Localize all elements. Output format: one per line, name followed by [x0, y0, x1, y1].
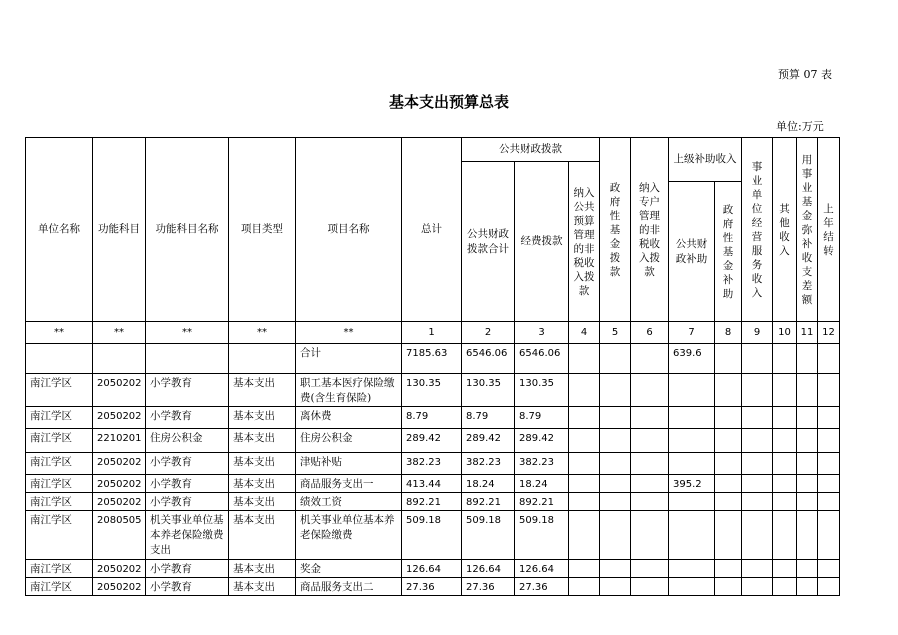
- superior-public-cell: 395.2: [669, 475, 715, 493]
- empty-cell: [818, 374, 840, 407]
- func-name-cell: 机关事业单位基本养老保险缴费支出: [146, 511, 229, 560]
- empty-cell: [742, 429, 773, 453]
- empty-cell: [742, 374, 773, 407]
- public-fin-cell: 130.35: [462, 374, 515, 407]
- empty-cell: [742, 407, 773, 429]
- proj-name-cell: 机关事业单位基本养老保险缴费: [296, 511, 402, 560]
- form-number: 预算 07 表: [778, 68, 832, 81]
- empty-cell: [742, 453, 773, 475]
- empty-cell: [600, 407, 631, 429]
- proj-name-cell: 绩效工资: [296, 493, 402, 511]
- unit-cell: 南江学区: [26, 511, 93, 560]
- header-gov-fund: 政府性基金拨款: [600, 138, 631, 322]
- public-fin-cell: 892.21: [462, 493, 515, 511]
- code-cell: 2050202: [93, 407, 146, 429]
- superior-public-cell: [669, 511, 715, 560]
- empty-cell: [797, 578, 818, 596]
- code-cell: 2050202: [93, 453, 146, 475]
- empty-cell: [818, 475, 840, 493]
- index-cell: **: [229, 322, 296, 344]
- empty-cell: [569, 493, 600, 511]
- index-cell: 2: [462, 322, 515, 344]
- table-row: [26, 578, 840, 596]
- empty-cell: [773, 578, 797, 596]
- unit-cell: 南江学区: [26, 475, 93, 493]
- index-cell: 5: [600, 322, 631, 344]
- empty-cell: [773, 493, 797, 511]
- func-name-cell: 小学教育: [146, 560, 229, 578]
- empty-cell: [797, 407, 818, 429]
- code-cell: 2050202: [93, 493, 146, 511]
- empty-cell: [797, 374, 818, 407]
- header-other-income: 其他收入: [773, 138, 797, 322]
- type-cell: 基本支出: [229, 578, 296, 596]
- index-cell: 7: [669, 322, 715, 344]
- superior-public-cell: [669, 407, 715, 429]
- unit-cell: 南江学区: [26, 560, 93, 578]
- header-public-fin: 公共财政拨款: [462, 138, 600, 162]
- table-row: [26, 374, 840, 407]
- empty-cell: [797, 493, 818, 511]
- header-superior-gov-fund: 政府性基金补助: [715, 182, 742, 322]
- empty-cell: [818, 429, 840, 453]
- empty-cell: [569, 374, 600, 407]
- table-row: [26, 511, 840, 560]
- public-fin-cell: 509.18: [462, 511, 515, 560]
- empty-cell: [742, 493, 773, 511]
- total-cell: 892.21: [402, 493, 462, 511]
- code-cell: 2050202: [93, 374, 146, 407]
- proj-name-cell: 职工基本医疗保险缴费(含生育保险): [296, 374, 402, 407]
- table-row: [26, 475, 840, 493]
- header-proj-name: 项目名称: [296, 138, 402, 322]
- unit-cell: 南江学区: [26, 493, 93, 511]
- empty-cell: [773, 374, 797, 407]
- empty-cell: [715, 475, 742, 493]
- empty-cell: [797, 453, 818, 475]
- empty-cell: [631, 578, 669, 596]
- header-expense-alloc: 经费拨款: [515, 162, 569, 322]
- empty-cell: [600, 578, 631, 596]
- type-cell: 基本支出: [229, 429, 296, 453]
- empty-cell: [818, 493, 840, 511]
- expense-cell: 126.64: [515, 560, 569, 578]
- total-label: 合计: [296, 344, 402, 374]
- table-row: [26, 453, 840, 475]
- empty-cell: [569, 475, 600, 493]
- empty-cell: [569, 429, 600, 453]
- empty-cell: [631, 407, 669, 429]
- index-cell: 1: [402, 322, 462, 344]
- superior-public-cell: [669, 493, 715, 511]
- public-fin-cell: 382.23: [462, 453, 515, 475]
- proj-name-cell: 奖金: [296, 560, 402, 578]
- total-cell: 27.36: [402, 578, 462, 596]
- public-fin-cell: 18.24: [462, 475, 515, 493]
- total-expense-alloc: 6546.06: [515, 344, 569, 374]
- total-cell: 8.79: [402, 407, 462, 429]
- superior-public-cell: [669, 578, 715, 596]
- expense-cell: 382.23: [515, 453, 569, 475]
- empty-cell: [715, 429, 742, 453]
- expense-cell: 130.35: [515, 374, 569, 407]
- unit-cell: 南江学区: [26, 453, 93, 475]
- total-superior-public: 639.6: [669, 344, 715, 374]
- total-cell: 126.64: [402, 560, 462, 578]
- empty-cell: [715, 407, 742, 429]
- index-cell: 12: [818, 322, 840, 344]
- empty-cell: [631, 453, 669, 475]
- code-cell: 2050202: [93, 560, 146, 578]
- table-row: [26, 493, 840, 511]
- empty-cell: [818, 511, 840, 560]
- superior-public-cell: [669, 429, 715, 453]
- code-cell: 2080505: [93, 511, 146, 560]
- index-cell: 8: [715, 322, 742, 344]
- empty-cell: [797, 511, 818, 560]
- budget-table: [25, 137, 840, 596]
- empty-cell: [715, 493, 742, 511]
- header-unit-name: 单位名称: [26, 138, 93, 322]
- func-name-cell: 小学教育: [146, 453, 229, 475]
- public-fin-cell: 27.36: [462, 578, 515, 596]
- empty-cell: [715, 374, 742, 407]
- index-row: [26, 322, 840, 344]
- index-cell: **: [296, 322, 402, 344]
- expense-cell: 8.79: [515, 407, 569, 429]
- empty-cell: [600, 429, 631, 453]
- public-fin-cell: 126.64: [462, 560, 515, 578]
- header-business-income: 事业单位经营服务收入: [742, 138, 773, 322]
- proj-name-cell: 津贴补贴: [296, 453, 402, 475]
- empty-cell: [742, 511, 773, 560]
- empty-cell: [773, 407, 797, 429]
- type-cell: 基本支出: [229, 560, 296, 578]
- empty-cell: [600, 453, 631, 475]
- total-cell: 509.18: [402, 511, 462, 560]
- empty-cell: [631, 374, 669, 407]
- empty-cell: [631, 560, 669, 578]
- empty-cell: [631, 493, 669, 511]
- empty-cell: [631, 511, 669, 560]
- empty-cell: [773, 511, 797, 560]
- total-amount: 7185.63: [402, 344, 462, 374]
- proj-name-cell: 商品服务支出二: [296, 578, 402, 596]
- header-nontax-public: 纳入公共预算管理的非税收入拨款: [569, 162, 600, 322]
- index-cell: 3: [515, 322, 569, 344]
- empty-cell: [773, 560, 797, 578]
- total-cell: 413.44: [402, 475, 462, 493]
- func-name-cell: 小学教育: [146, 475, 229, 493]
- empty-cell: [569, 407, 600, 429]
- superior-public-cell: [669, 453, 715, 475]
- empty-cell: [773, 429, 797, 453]
- index-cell: **: [26, 322, 93, 344]
- index-cell: 10: [773, 322, 797, 344]
- index-cell: **: [146, 322, 229, 344]
- unit-cell: 南江学区: [26, 407, 93, 429]
- empty-cell: [569, 453, 600, 475]
- unit-label: 单位:万元: [776, 120, 824, 133]
- table-row: [26, 407, 840, 429]
- type-cell: 基本支出: [229, 475, 296, 493]
- expense-cell: 27.36: [515, 578, 569, 596]
- empty-cell: [715, 453, 742, 475]
- empty-cell: [569, 578, 600, 596]
- total-public-fin: 6546.06: [462, 344, 515, 374]
- header-public-fin-total: 公共财政拨款合计: [462, 162, 515, 322]
- empty-cell: [600, 475, 631, 493]
- func-name-cell: 小学教育: [146, 374, 229, 407]
- empty-cell: [797, 560, 818, 578]
- index-cell: 6: [631, 322, 669, 344]
- empty-cell: [818, 407, 840, 429]
- proj-name-cell: 离休费: [296, 407, 402, 429]
- public-fin-cell: 289.42: [462, 429, 515, 453]
- code-cell: 2210201: [93, 429, 146, 453]
- header-nontax-special: 纳入专户管理的非税收入拨款: [631, 138, 669, 322]
- func-name-cell: 小学教育: [146, 407, 229, 429]
- empty-cell: [715, 511, 742, 560]
- empty-cell: [742, 475, 773, 493]
- index-cell: 4: [569, 322, 600, 344]
- empty-cell: [818, 453, 840, 475]
- empty-cell: [715, 578, 742, 596]
- header-carryover: 上年结转: [818, 138, 840, 322]
- total-cell: 382.23: [402, 453, 462, 475]
- type-cell: 基本支出: [229, 511, 296, 560]
- empty-cell: [742, 560, 773, 578]
- empty-cell: [742, 578, 773, 596]
- superior-public-cell: [669, 374, 715, 407]
- index-cell: **: [93, 322, 146, 344]
- expense-cell: 289.42: [515, 429, 569, 453]
- header-total: 总计: [402, 138, 462, 322]
- code-cell: 2050202: [93, 578, 146, 596]
- empty-cell: [818, 578, 840, 596]
- proj-name-cell: 商品服务支出一: [296, 475, 402, 493]
- empty-cell: [631, 429, 669, 453]
- func-name-cell: 小学教育: [146, 578, 229, 596]
- empty-cell: [773, 475, 797, 493]
- type-cell: 基本支出: [229, 493, 296, 511]
- func-name-cell: 住房公积金: [146, 429, 229, 453]
- expense-cell: 509.18: [515, 511, 569, 560]
- empty-cell: [569, 511, 600, 560]
- code-cell: 2050202: [93, 475, 146, 493]
- type-cell: 基本支出: [229, 407, 296, 429]
- total-cell: 289.42: [402, 429, 462, 453]
- expense-cell: 892.21: [515, 493, 569, 511]
- empty-cell: [715, 560, 742, 578]
- table-row: [26, 429, 840, 453]
- header-fund-supplement: 用事业基金弥补收支差额: [797, 138, 818, 322]
- expense-cell: 18.24: [515, 475, 569, 493]
- table-row: [26, 560, 840, 578]
- empty-cell: [818, 560, 840, 578]
- header-superior-public: 公共财政补助: [669, 182, 715, 322]
- index-cell: 11: [797, 322, 818, 344]
- header-proj-type: 项目类型: [229, 138, 296, 322]
- header-superior-subsidy: 上级补助收入: [669, 138, 742, 182]
- empty-cell: [773, 453, 797, 475]
- empty-cell: [600, 493, 631, 511]
- empty-cell: [569, 560, 600, 578]
- superior-public-cell: [669, 560, 715, 578]
- empty-cell: [600, 374, 631, 407]
- index-cell: 9: [742, 322, 773, 344]
- unit-cell: 南江学区: [26, 374, 93, 407]
- empty-cell: [600, 560, 631, 578]
- type-cell: 基本支出: [229, 453, 296, 475]
- total-cell: 130.35: [402, 374, 462, 407]
- unit-cell: 南江学区: [26, 578, 93, 596]
- func-name-cell: 小学教育: [146, 493, 229, 511]
- empty-cell: [631, 475, 669, 493]
- type-cell: 基本支出: [229, 374, 296, 407]
- total-row: [26, 344, 840, 374]
- empty-cell: [797, 429, 818, 453]
- header-func-name: 功能科目名称: [146, 138, 229, 322]
- header-func-code: 功能科目: [93, 138, 146, 322]
- empty-cell: [600, 511, 631, 560]
- page-title: 基本支出预算总表: [388, 93, 509, 111]
- public-fin-cell: 8.79: [462, 407, 515, 429]
- empty-cell: [797, 475, 818, 493]
- proj-name-cell: 住房公积金: [296, 429, 402, 453]
- unit-cell: 南江学区: [26, 429, 93, 453]
